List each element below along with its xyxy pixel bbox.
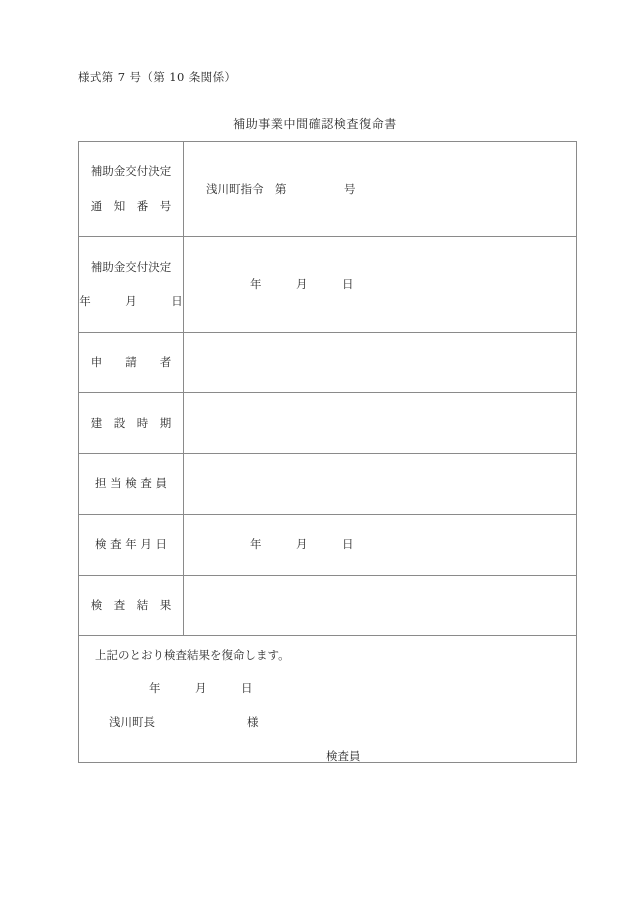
row-label-inspection-result	[79, 575, 184, 636]
label-line: 検 査 結 果	[90, 597, 172, 612]
table-row-inspection-date	[79, 514, 577, 575]
row-value-grant-decision-date[interactable]: 年 月 日	[184, 237, 577, 332]
label-line: 検 査 年 月 日	[94, 537, 168, 551]
footer-addressee: 浅川町長 様	[109, 715, 259, 730]
table-row-grant-decision-date	[79, 237, 577, 332]
row-value-construction-period[interactable]	[184, 393, 577, 454]
label-line: 建 設 時 期	[90, 415, 172, 430]
label-line: 申 請 者	[90, 354, 172, 369]
row-label-applicant	[79, 332, 184, 393]
table-row-construction-period	[79, 393, 577, 454]
form-number: 様式第 7 号（第 10 条関係）	[78, 70, 237, 84]
row-value-inspection-result[interactable]	[184, 575, 577, 636]
inspection-report-table	[78, 141, 577, 763]
table-row-inspection-result	[79, 575, 577, 636]
footer-inspector-label: 検査員	[326, 748, 361, 763]
document-title: 補助事業中間確認検査復命書	[233, 117, 397, 131]
label-line: 補助金交付決定	[90, 259, 172, 274]
table-row-footer	[79, 636, 577, 763]
row-value-assigned-inspector[interactable]	[184, 454, 577, 515]
row-label-construction-period	[79, 393, 184, 454]
row-value-inspection-date[interactable]: 年 月 日	[184, 514, 577, 575]
row-label-grant-decision-date	[79, 237, 184, 332]
footer-statement: 上記のとおり検査結果を復命します。	[95, 648, 290, 663]
row-label-grant-decision-notice-number	[79, 142, 184, 237]
table-row-applicant	[79, 332, 577, 393]
row-label-assigned-inspector	[79, 454, 184, 515]
label-line: 通 知 番 号	[90, 198, 172, 213]
label-line: 担 当 検 査 員	[94, 476, 168, 491]
footer-date-line[interactable]: 年 月 日	[149, 680, 253, 695]
row-value-grant-decision-notice-number[interactable]: 浅川町指令 第 号	[184, 142, 577, 237]
table-body	[79, 142, 577, 763]
table-row-assigned-inspector	[79, 454, 577, 515]
footer-block	[79, 636, 577, 763]
row-label-inspection-date	[79, 514, 184, 575]
row-value-applicant[interactable]	[184, 332, 577, 393]
label-line: 補助金交付決定	[90, 164, 172, 179]
label-line: 年 月 日	[79, 294, 183, 308]
table-row-grant-decision-notice-number	[79, 142, 577, 237]
